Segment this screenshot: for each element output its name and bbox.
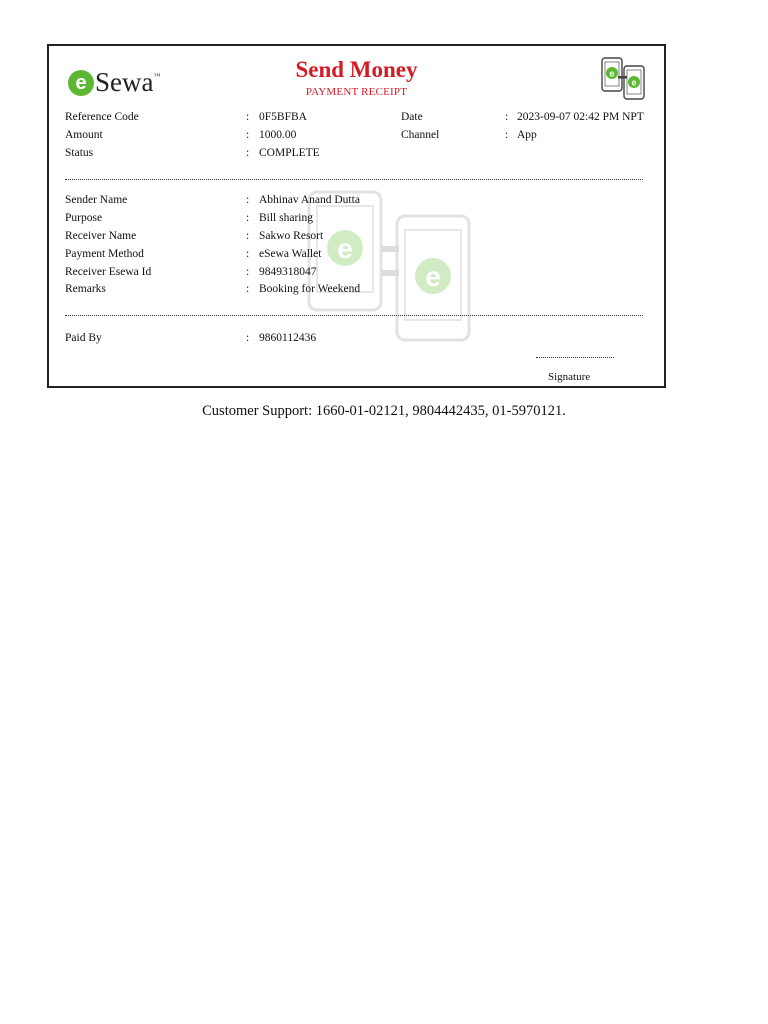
sender-name-value: Abhinav Anand Dutta xyxy=(259,194,360,206)
reference-code-label: Reference Code xyxy=(65,111,139,123)
date-label: Date xyxy=(401,111,423,123)
channel-value: App xyxy=(517,129,537,141)
receiver-name-label: Receiver Name xyxy=(65,230,137,242)
colon: : xyxy=(246,111,250,123)
payment-method-label: Payment Method xyxy=(65,248,144,260)
colon: : xyxy=(246,230,250,242)
phone-transfer-icon xyxy=(600,57,648,101)
date-value: 2023-09-07 02:42 PM NPT xyxy=(517,111,644,123)
dotted-divider xyxy=(65,179,643,180)
svg-text:e: e xyxy=(425,261,441,292)
reference-code-value: 0F5BFBA xyxy=(259,111,307,123)
payment-receipt xyxy=(47,44,666,388)
amount-value: 1000.00 xyxy=(259,129,297,141)
signature-label: Signature xyxy=(548,371,591,383)
status-label: Status xyxy=(65,147,94,159)
receipt-subtitle: PAYMENT RECEIPT xyxy=(305,86,408,98)
colon: : xyxy=(246,266,250,278)
esewa-logo-text: Sewa xyxy=(95,67,154,97)
signature-line xyxy=(536,357,614,358)
purpose-label: Purpose xyxy=(65,212,103,224)
trademark-symbol: ™ xyxy=(153,72,161,80)
svg-text:e: e xyxy=(337,233,353,264)
colon: : xyxy=(246,194,250,206)
colon: : xyxy=(246,147,250,159)
svg-text:e: e xyxy=(631,77,637,88)
sender-name-label: Sender Name xyxy=(65,194,128,206)
channel-label: Channel xyxy=(401,129,440,141)
receiver-esewa-id-label: Receiver Esewa Id xyxy=(65,266,152,278)
amount-label: Amount xyxy=(65,129,103,141)
receiver-esewa-id-value: 9849318047 xyxy=(259,266,317,278)
svg-text:e: e xyxy=(609,68,615,79)
colon: : xyxy=(246,332,250,344)
purpose-value: Bill sharing xyxy=(259,212,313,224)
dotted-divider xyxy=(65,315,643,316)
remarks-value: Booking for Weekend xyxy=(259,283,361,295)
colon: : xyxy=(505,129,509,141)
colon: : xyxy=(505,111,509,123)
receiver-name-value: Sakwo Resort xyxy=(259,230,324,242)
paid-by-label: Paid By xyxy=(65,332,102,344)
colon: : xyxy=(246,248,250,260)
colon: : xyxy=(246,283,250,295)
remarks-label: Remarks xyxy=(65,283,106,295)
colon: : xyxy=(246,129,250,141)
payment-method-value: eSewa Wallet xyxy=(259,248,322,260)
paid-by-value: 9860112436 xyxy=(259,332,317,344)
customer-support-text: Customer Support: 1660-01-02121, 9804442435, 01-5970121. xyxy=(202,403,566,419)
status-value: COMPLETE xyxy=(259,147,320,159)
phone-transfer-watermark xyxy=(289,186,479,346)
receipt-title: Send Money xyxy=(295,57,418,82)
esewa-logo-mark: e xyxy=(68,70,94,96)
colon: : xyxy=(246,212,250,224)
